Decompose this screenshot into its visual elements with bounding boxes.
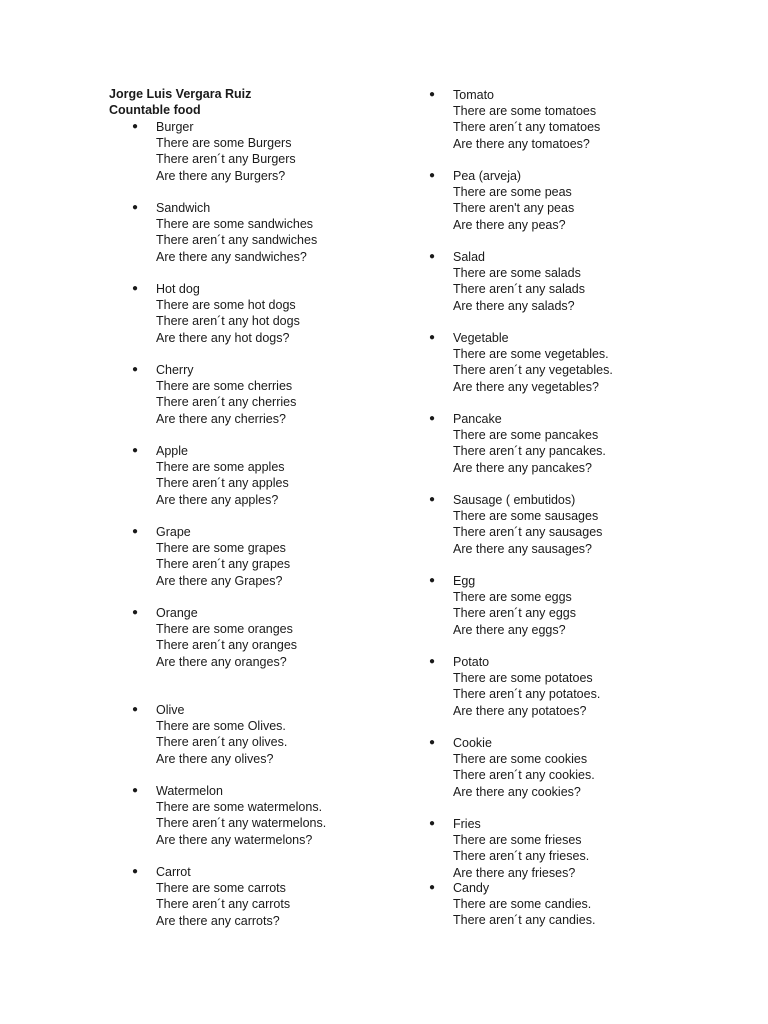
sentence-line: There aren´t any eggs bbox=[453, 606, 576, 621]
food-name: Orange bbox=[156, 606, 198, 620]
bullet-icon: ● bbox=[131, 121, 139, 132]
food-name: Vegetable bbox=[453, 331, 509, 345]
sentence-line: Are there any cookies? bbox=[453, 784, 581, 799]
sentence-line: Are there any tomatoes? bbox=[453, 136, 590, 151]
sentence-line: Are there any peas? bbox=[453, 217, 566, 232]
item-text bbox=[156, 524, 290, 589]
bullet-icon: ● bbox=[428, 656, 436, 667]
sentence-line: There aren´t any grapes bbox=[156, 557, 291, 572]
sentence-line: There are some tomatoes bbox=[453, 104, 597, 119]
bullet-icon: ● bbox=[428, 882, 436, 893]
bullet-icon: ● bbox=[428, 170, 436, 181]
food-name: Cherry bbox=[156, 363, 194, 377]
food-name: Candy bbox=[453, 881, 490, 895]
sentence-line: Are there any carrots? bbox=[156, 913, 280, 928]
document-title: Countable food bbox=[109, 103, 201, 118]
sentence-line: There aren´t any vegetables. bbox=[453, 363, 613, 378]
item-text bbox=[453, 249, 585, 314]
sentence-line: There aren´t any Burgers bbox=[156, 152, 296, 167]
food-name: Hot dog bbox=[156, 282, 200, 296]
sentence-line: There aren´t any pancakes. bbox=[453, 444, 606, 459]
sentence-line: There aren´t any cookies. bbox=[453, 768, 595, 783]
item-text bbox=[156, 119, 296, 184]
sentence-line: There are some cherries bbox=[156, 379, 293, 394]
bullet-icon: ● bbox=[131, 607, 139, 618]
author-name: Jorge Luis Vergara Ruiz bbox=[109, 87, 252, 101]
food-name: Cookie bbox=[453, 736, 492, 750]
bullet-icon: ● bbox=[428, 737, 436, 748]
sentence-line: Are there any oranges? bbox=[156, 654, 287, 669]
bullet-icon: ● bbox=[131, 526, 139, 537]
food-name: Grape bbox=[156, 525, 191, 539]
sentence-line: There are some Burgers bbox=[156, 136, 292, 151]
item-text bbox=[156, 281, 300, 346]
sentence-line: There aren´t any apples bbox=[156, 476, 289, 491]
sentence-line: Are there any watermelons? bbox=[156, 832, 313, 847]
food-name: Pancake bbox=[453, 412, 502, 426]
sentence-line: There are some cookies bbox=[453, 752, 588, 767]
item-text bbox=[156, 443, 289, 508]
sentence-line: Are there any olives? bbox=[156, 751, 274, 766]
sentence-line: There aren´t any sausages bbox=[453, 525, 603, 540]
sentence-line: There are some sandwiches bbox=[156, 217, 314, 232]
food-name: Watermelon bbox=[156, 784, 223, 798]
item-text bbox=[453, 411, 606, 476]
sentence-line: There are some vegetables. bbox=[453, 347, 609, 362]
bullet-icon: ● bbox=[428, 251, 436, 262]
bullet-icon: ● bbox=[131, 445, 139, 456]
item-text bbox=[453, 573, 576, 638]
food-name: Burger bbox=[156, 120, 194, 134]
food-name: Sandwich bbox=[156, 201, 211, 215]
item-text bbox=[156, 362, 296, 427]
item-text bbox=[453, 735, 595, 800]
sentence-line: There are some candies. bbox=[453, 897, 592, 912]
item-text bbox=[453, 880, 595, 929]
food-name: Egg bbox=[453, 574, 476, 588]
sentence-line: Are there any potatoes? bbox=[453, 703, 587, 718]
sentence-line: There aren´t any tomatoes bbox=[453, 120, 601, 135]
sentence-line: There are some grapes bbox=[156, 541, 286, 556]
sentence-line: There are some eggs bbox=[453, 590, 572, 605]
item-text bbox=[156, 605, 297, 670]
bullet-icon: ● bbox=[428, 494, 436, 505]
food-name: Carrot bbox=[156, 865, 191, 879]
sentence-line: Are there any frieses? bbox=[453, 865, 576, 880]
bullet-icon: ● bbox=[131, 364, 139, 375]
bullet-icon: ● bbox=[131, 202, 139, 213]
bullet-icon: ● bbox=[131, 785, 139, 796]
bullet-icon: ● bbox=[428, 89, 436, 100]
bullet-icon: ● bbox=[428, 818, 436, 829]
sentence-line: There are some apples bbox=[156, 460, 285, 475]
sentence-line: There are some peas bbox=[453, 185, 572, 200]
sentence-line: There are some salads bbox=[453, 266, 581, 281]
sentence-line: Are there any cherries? bbox=[156, 411, 286, 426]
item-text bbox=[156, 864, 290, 929]
sentence-line: There aren´t any potatoes. bbox=[453, 687, 601, 702]
item-text bbox=[453, 816, 589, 881]
bullet-icon: ● bbox=[131, 704, 139, 715]
sentence-line: There are some carrots bbox=[156, 881, 286, 896]
sentence-line: There aren't any peas bbox=[453, 201, 575, 216]
sentence-line: There are some watermelons. bbox=[156, 800, 323, 815]
sentence-line: There aren´t any salads bbox=[453, 282, 586, 297]
sentence-line: Are there any sausages? bbox=[453, 541, 592, 556]
sentence-line: There are some frieses bbox=[453, 833, 582, 848]
sentence-line: There aren´t any hot dogs bbox=[156, 314, 300, 329]
item-text bbox=[453, 87, 600, 152]
sentence-line: Are there any Grapes? bbox=[156, 573, 283, 588]
sentence-line: There aren´t any oranges bbox=[156, 638, 298, 653]
sentence-line: There are some hot dogs bbox=[156, 298, 296, 313]
item-text bbox=[156, 702, 287, 767]
sentence-line: Are there any sandwiches? bbox=[156, 249, 307, 264]
sentence-line: There aren´t any cherries bbox=[156, 395, 297, 410]
item-text bbox=[453, 168, 574, 233]
sentence-line: Are there any Burgers? bbox=[156, 168, 286, 183]
sentence-line: There are some Olives. bbox=[156, 719, 286, 734]
bullet-icon: ● bbox=[428, 575, 436, 586]
sentence-line: There aren´t any frieses. bbox=[453, 849, 590, 864]
item-text bbox=[453, 330, 613, 395]
sentence-line: There are some sausages bbox=[453, 509, 599, 524]
sentence-line: Are there any eggs? bbox=[453, 622, 566, 637]
sentence-line: Are there any hot dogs? bbox=[156, 330, 290, 345]
bullet-icon: ● bbox=[428, 332, 436, 343]
sentence-line: Are there any apples? bbox=[156, 492, 279, 507]
sentence-line: Are there any vegetables? bbox=[453, 379, 599, 394]
sentence-line: Are there any pancakes? bbox=[453, 460, 592, 475]
item-text bbox=[156, 783, 326, 848]
sentence-line: There aren´t any watermelons. bbox=[156, 816, 327, 831]
sentence-line: There aren´t any candies. bbox=[453, 913, 596, 928]
sentence-line: Are there any salads? bbox=[453, 298, 575, 313]
food-name: Apple bbox=[156, 444, 188, 458]
sentence-line: There are some potatoes bbox=[453, 671, 593, 686]
food-name: Fries bbox=[453, 817, 481, 831]
bullet-icon: ● bbox=[428, 413, 436, 424]
item-text bbox=[156, 200, 317, 265]
food-name: Tomato bbox=[453, 88, 494, 102]
item-text bbox=[453, 492, 602, 557]
sentence-line: There are some oranges bbox=[156, 622, 293, 637]
bullet-icon: ● bbox=[131, 866, 139, 877]
sentence-line: There are some pancakes bbox=[453, 428, 599, 443]
food-name: Salad bbox=[453, 250, 485, 264]
sentence-line: There aren´t any sandwiches bbox=[156, 233, 318, 248]
sentence-line: There aren´t any olives. bbox=[156, 735, 288, 750]
item-text bbox=[453, 654, 600, 719]
sentence-line: There aren´t any carrots bbox=[156, 897, 291, 912]
food-name: Pea (arveja) bbox=[453, 169, 522, 183]
food-name: Olive bbox=[156, 703, 185, 717]
food-name: Potato bbox=[453, 655, 490, 669]
bullet-icon: ● bbox=[131, 283, 139, 294]
food-name: Sausage ( embutidos) bbox=[453, 493, 576, 507]
document-header bbox=[109, 86, 251, 118]
